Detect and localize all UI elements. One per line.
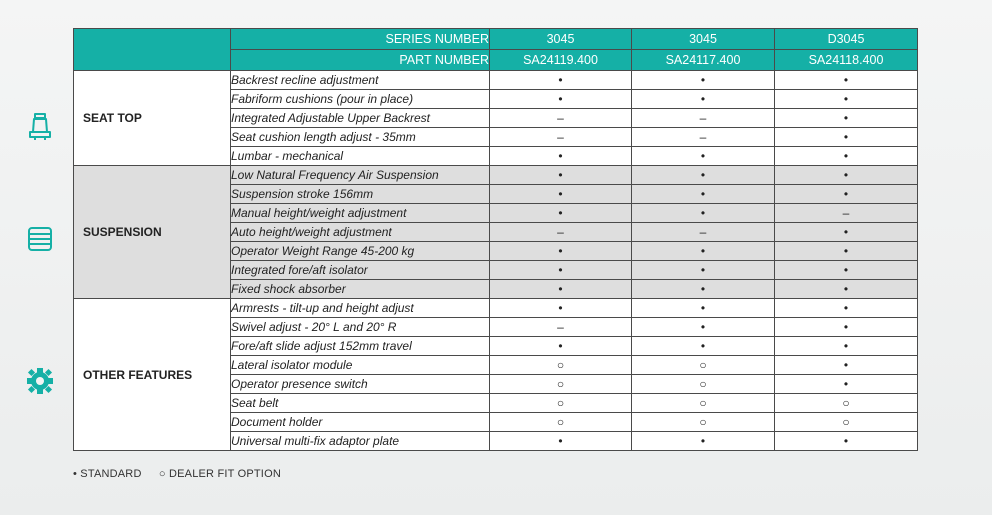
availability-mark: – xyxy=(775,204,918,223)
table-row xyxy=(74,166,918,185)
availability-mark: • xyxy=(632,71,775,90)
availability-mark: • xyxy=(632,185,775,204)
availability-mark: • xyxy=(490,299,632,318)
series-number-3: D3045 xyxy=(775,29,918,50)
availability-mark: – xyxy=(632,109,775,128)
availability-mark: • xyxy=(632,337,775,356)
availability-mark: • xyxy=(632,147,775,166)
availability-mark: • xyxy=(490,432,632,451)
availability-mark: • xyxy=(490,280,632,299)
availability-mark: • xyxy=(775,432,918,451)
table-row xyxy=(74,299,918,318)
feature-name: Manual height/weight adjustment xyxy=(231,204,490,223)
availability-mark: • xyxy=(490,166,632,185)
feature-name: Low Natural Frequency Air Suspension xyxy=(231,166,490,185)
feature-name: Operator Weight Range 45-200 kg xyxy=(231,242,490,261)
availability-mark: • xyxy=(775,185,918,204)
availability-mark: ○ xyxy=(490,413,632,432)
availability-mark: • xyxy=(775,166,918,185)
availability-mark: • xyxy=(775,128,918,147)
availability-mark: ○ xyxy=(632,394,775,413)
availability-mark: ○ xyxy=(490,394,632,413)
availability-mark: • xyxy=(632,204,775,223)
availability-mark: – xyxy=(490,109,632,128)
availability-mark: • xyxy=(775,109,918,128)
suspension-icon xyxy=(26,224,54,254)
feature-name: Auto height/weight adjustment xyxy=(231,223,490,242)
availability-mark: • xyxy=(632,90,775,109)
feature-name: Integrated fore/aft isolator xyxy=(231,261,490,280)
feature-name: Lateral isolator module xyxy=(231,356,490,375)
availability-mark: ○ xyxy=(632,413,775,432)
part-number-3: SA24118.400 xyxy=(775,50,918,71)
availability-mark: • xyxy=(775,375,918,394)
availability-mark: – xyxy=(490,318,632,337)
spec-table xyxy=(73,28,918,451)
feature-name: Fore/aft slide adjust 152mm travel xyxy=(231,337,490,356)
availability-mark: • xyxy=(490,204,632,223)
legend-standard: • STANDARD xyxy=(73,468,142,480)
availability-mark: • xyxy=(490,71,632,90)
availability-mark: • xyxy=(775,337,918,356)
availability-mark: ○ xyxy=(490,356,632,375)
feature-name: Backrest recline adjustment xyxy=(231,71,490,90)
availability-mark: • xyxy=(632,318,775,337)
availability-mark: • xyxy=(490,242,632,261)
availability-mark: • xyxy=(490,337,632,356)
series-number-label: SERIES NUMBER xyxy=(231,29,490,50)
availability-mark: • xyxy=(490,185,632,204)
availability-mark: – xyxy=(490,223,632,242)
availability-mark: • xyxy=(775,90,918,109)
availability-mark: • xyxy=(775,299,918,318)
availability-mark: – xyxy=(490,128,632,147)
availability-mark: ○ xyxy=(632,356,775,375)
header-blank xyxy=(74,29,231,71)
feature-name: Integrated Adjustable Upper Backrest xyxy=(231,109,490,128)
availability-mark: • xyxy=(490,147,632,166)
table-row xyxy=(74,71,918,90)
availability-mark: • xyxy=(632,242,775,261)
availability-mark: • xyxy=(775,223,918,242)
feature-name: Lumbar - mechanical xyxy=(231,147,490,166)
availability-mark: – xyxy=(632,223,775,242)
availability-mark: • xyxy=(775,280,918,299)
feature-name: Suspension stroke 156mm xyxy=(231,185,490,204)
feature-name: Fixed shock absorber xyxy=(231,280,490,299)
group-label: SEAT TOP xyxy=(74,71,231,166)
gear-icon xyxy=(26,366,54,396)
part-number-label: PART NUMBER xyxy=(231,50,490,71)
group-label: OTHER FEATURES xyxy=(74,299,231,451)
group-label: SUSPENSION xyxy=(74,166,231,299)
feature-name: Document holder xyxy=(231,413,490,432)
availability-mark: ○ xyxy=(632,375,775,394)
series-number-2: 3045 xyxy=(632,29,775,50)
feature-name: Seat cushion length adjust - 35mm xyxy=(231,128,490,147)
availability-mark: ○ xyxy=(775,413,918,432)
part-number-1: SA24119.400 xyxy=(490,50,632,71)
availability-mark: ○ xyxy=(775,394,918,413)
feature-name: Operator presence switch xyxy=(231,375,490,394)
availability-mark: • xyxy=(632,299,775,318)
availability-mark: • xyxy=(775,242,918,261)
availability-mark: • xyxy=(775,318,918,337)
part-number-2: SA24117.400 xyxy=(632,50,775,71)
availability-mark: • xyxy=(775,261,918,280)
availability-mark: • xyxy=(632,280,775,299)
series-number-1: 3045 xyxy=(490,29,632,50)
availability-mark: • xyxy=(632,261,775,280)
series-row xyxy=(74,29,918,50)
seat-icon xyxy=(26,112,54,142)
availability-mark: • xyxy=(775,356,918,375)
feature-name: Universal multi-fix adaptor plate xyxy=(231,432,490,451)
availability-mark: • xyxy=(490,90,632,109)
availability-mark: • xyxy=(632,166,775,185)
feature-name: Fabriform cushions (pour in place) xyxy=(231,90,490,109)
availability-mark: • xyxy=(490,261,632,280)
availability-mark: • xyxy=(632,432,775,451)
availability-mark: • xyxy=(775,71,918,90)
availability-mark: ○ xyxy=(490,375,632,394)
feature-name: Seat belt xyxy=(231,394,490,413)
feature-name: Armrests - tilt-up and height adjust xyxy=(231,299,490,318)
availability-mark: • xyxy=(775,147,918,166)
availability-mark: – xyxy=(632,128,775,147)
legend-dealer-fit: ○ DEALER FIT OPTION xyxy=(158,468,281,480)
legend xyxy=(73,468,295,480)
feature-name: Swivel adjust - 20° L and 20° R xyxy=(231,318,490,337)
